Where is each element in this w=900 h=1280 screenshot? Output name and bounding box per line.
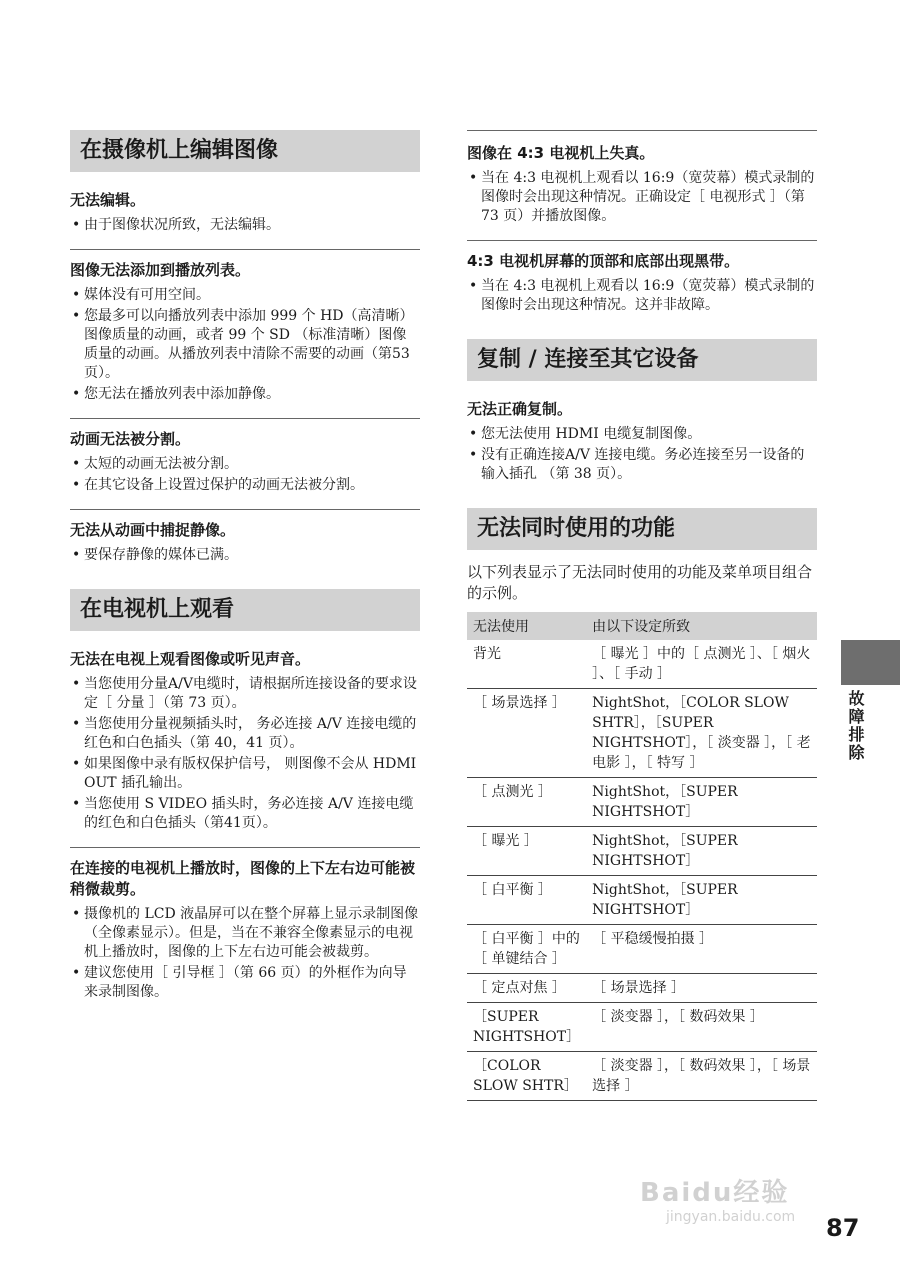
list-item: • 当在 4:3 电视机上观看以 16:9（宽荧幕）模式录制的图像时会出现这种情况。这并非故障。 (467, 277, 817, 315)
table-cell: 背光 (467, 640, 586, 689)
table-row (467, 974, 817, 1003)
table-cell: ［ 淡变器 ］，［ 数码效果 ］ (586, 1003, 817, 1052)
subsection-black-band (467, 240, 817, 315)
table-cell: ［ 场景选择 ］ (586, 974, 817, 1003)
table-header-cell: 无法使用 (467, 612, 586, 640)
table-header-row (467, 612, 817, 640)
subsection-heading: 无法从动画中捕捉静像。 (70, 521, 236, 539)
table-cell: ［ 平稳缓慢拍摄 ］ (586, 925, 817, 974)
table-cell: NightShot，［SUPER NIGHTSHOT］ (586, 827, 817, 876)
list-item: • 太短的动画无法被分割。 (70, 455, 420, 474)
table-row (467, 1003, 817, 1052)
left-column (70, 130, 420, 1004)
list-item: • 在其它设备上设置过保护的动画无法被分割。 (70, 476, 420, 495)
table-row (467, 925, 817, 974)
list-item: • 要保存静像的媒体已满。 (70, 546, 420, 565)
table-cell: ［SUPER NIGHTSHOT］ (467, 1003, 586, 1052)
subsection-heading: 图像无法添加到播放列表。 (70, 261, 251, 279)
table-cell: ［ 白平衡 ］中的［ 单键结合 ］ (467, 925, 586, 974)
table-cell: ［ 点测光 ］ (467, 778, 586, 827)
section-title-tv: 在电视机上观看 (70, 589, 420, 631)
subsection-heading: 在连接的电视机上播放时，图像的上下左右边可能被稍微裁剪。 (70, 859, 416, 898)
subsection-playlist (70, 249, 420, 404)
page-number: 87 (826, 1214, 860, 1242)
table-cell: NightShot，［SUPER NIGHTSHOT］ (586, 778, 817, 827)
list-item: • 由于图像状况所致，无法编辑。 (70, 216, 420, 235)
watermark-url: jingyan.baidu.com (666, 1209, 796, 1225)
table-cell: ［ 曝光 ］ (467, 827, 586, 876)
subsection-heading: 无法正确复制。 (467, 400, 573, 418)
list-item: • 当您使用 S VIDEO 插头时，务必连接 A/V 连接电缆的红色和白色插头（第41页）。 (70, 795, 420, 833)
subsection-heading: 无法在电视上观看图像或听见声音。 (70, 650, 311, 668)
table-cell: ［ 淡变器 ］，［ 数码效果 ］，［ 场景选择 ］ (586, 1052, 817, 1101)
subsection-distort (467, 130, 817, 226)
table-cell: ［ 定点对焦 ］ (467, 974, 586, 1003)
chapter-label: 故障排除 (846, 690, 865, 762)
subsection-capture (70, 509, 420, 565)
table-row (467, 827, 817, 876)
section-title-copy: 复制 / 连接至其它设备 (467, 339, 817, 381)
watermark (640, 1172, 840, 1242)
table-row (467, 876, 817, 925)
table-row (467, 689, 817, 778)
subsection-cropped (70, 847, 420, 1002)
section-title-edit: 在摄像机上编辑图像 (70, 130, 420, 172)
list-item: • 您最多可以向播放列表中添加 999 个 HD（高清晰）图像质量的动画，或者 99 个 SD （标准清晰）图像质量的动画。从播放列表中清除不需要的动画（第53页）。 (70, 307, 420, 383)
table-row (467, 778, 817, 827)
section-title-combo: 无法同时使用的功能 (467, 508, 817, 550)
list-item: • 当在 4:3 电视机上观看以 16:9（宽荧幕）模式录制的图像时会出现这种情况。正确设定［ 电视形式 ］（第 73 页）并播放图像。 (467, 169, 817, 226)
list-item: • 当您使用分量A/V电缆时，请根据所连接设备的要求设定［ 分量 ］（第 73 页）。 (70, 675, 420, 713)
subsection-heading: 无法编辑。 (70, 191, 146, 209)
table-row (467, 1052, 817, 1101)
table-cell: NightShot，［COLOR SLOW SHTR］，［SUPER NIGHTSHOT］，［ 淡变器 ］，［ 老电影 ］，［ 特写 ］ (586, 689, 817, 778)
table-header-cell: 由以下设定所致 (586, 612, 817, 640)
list-item: • 建议您使用［ 引导框 ］（第 66 页）的外框作为向导来录制图像。 (70, 964, 420, 1002)
subsection-heading: 动画无法被分割。 (70, 430, 191, 448)
subsection-heading: 图像在 4:3 电视机上失真。 (467, 144, 655, 162)
list-item: • 您无法使用 HDMI 电缆复制图像。 (467, 425, 817, 444)
table-cell: NightShot，［SUPER NIGHTSHOT］ (586, 876, 817, 925)
chapter-tab (841, 640, 900, 685)
watermark-logo: Baidu经验 (640, 1178, 790, 1208)
subsection-heading: 4:3 电视机屏幕的顶部和底部出现黑带。 (467, 252, 740, 270)
list-item: • 如果图像中录有版权保护信号， 则图像不会从 HDMI OUT 插孔输出。 (70, 755, 420, 793)
subsection-divide (70, 418, 420, 495)
subsection-cannot-edit (70, 184, 420, 235)
table-cell: ［ 场景选择 ］ (467, 689, 586, 778)
combo-table (467, 612, 817, 1101)
list-item: • 媒体没有可用空间。 (70, 286, 420, 305)
list-item: • 当您使用分量视频插头时， 务必连接 A/V 连接电缆的红色和白色插头（第 40，41 页）。 (70, 715, 420, 753)
table-cell: ［ 白平衡 ］ (467, 876, 586, 925)
subsection-no-copy (467, 393, 817, 484)
subsection-no-view (70, 643, 420, 833)
list-item: • 摄像机的 LCD 液晶屏可以在整个屏幕上显示录制图像 （全像素显示）。但是，当在不兼容全像素显示的电视机上播放时，图像的上下左右边可能会被裁剪。 (70, 905, 420, 962)
list-item: • 没有正确连接A/V 连接电缆。务必连接至另一设备的输入插孔 （第 38 页）。 (467, 446, 817, 484)
table-row (467, 640, 817, 689)
table-cell: ［ 曝光 ］中的［ 点测光 ］、［ 烟火 ］、［ 手动 ］ (586, 640, 817, 689)
right-column (467, 130, 817, 1101)
combo-intro: 以下列表显示了无法同时使用的功能及菜单项目组合的示例。 (467, 563, 813, 602)
list-item: • 您无法在播放列表中添加静像。 (70, 385, 420, 404)
table-cell: ［COLOR SLOW SHTR］ (467, 1052, 586, 1101)
